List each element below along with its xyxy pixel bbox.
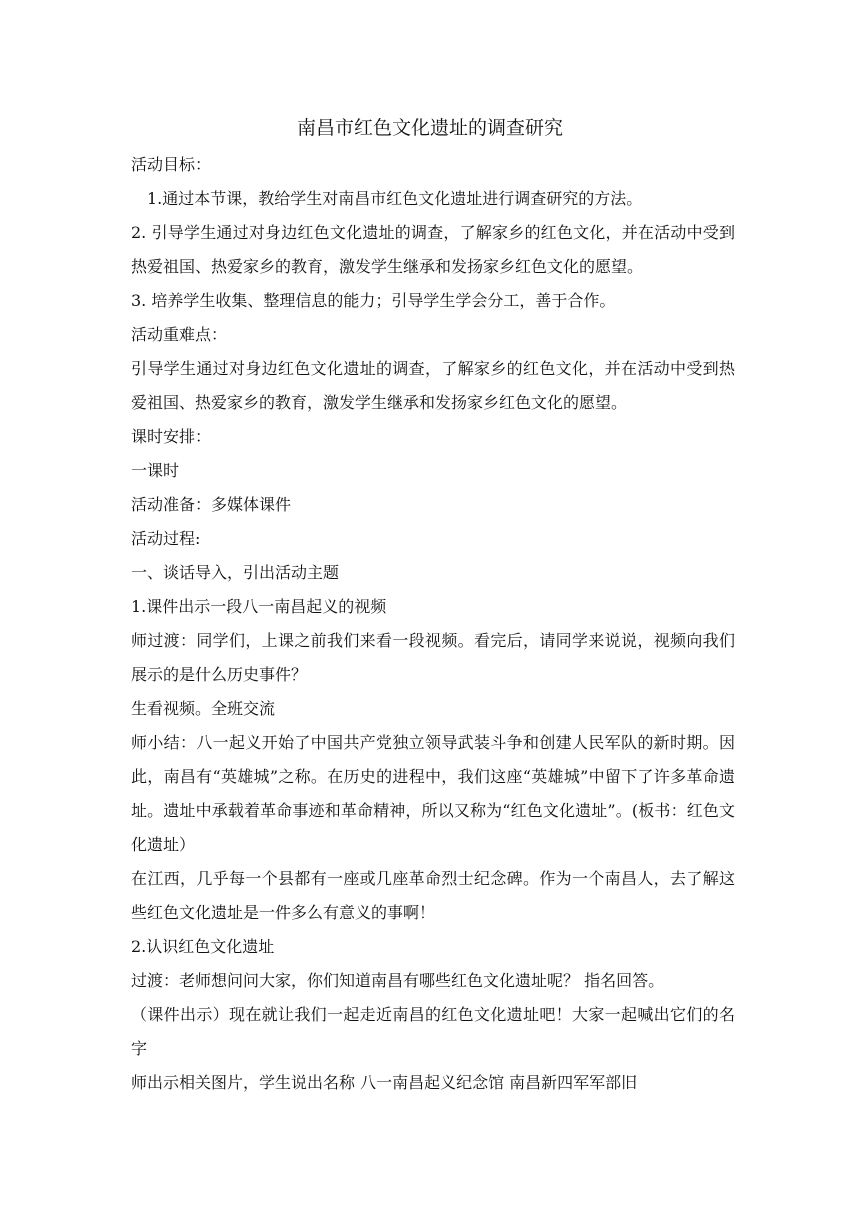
paragraph-teacher-summary: 师小结：八一起义开始了中国共产党独立领导武装斗争和创建人民军队的新时期。因此，南昌有“英雄城”之称。在历史的进程中，我们这座“英雄城”中留下了许多革命遗址。遗址中承载着革命事迹和革命精神，所以又称为“红色文化遗址”。(板书：红色文化遗址）	[131, 733, 735, 854]
paragraph-objective-1: 1.通过本节课，教给学生对南昌市红色文化遗址进行调查研究的方法。	[147, 189, 643, 208]
paragraph-teacher-transition: 师过渡：同学们，上课之前我们来看一段视频。看完后，请同学来说说，视频向我们展示的是什么历史事件？	[131, 631, 735, 684]
paragraph-transition-question: 过渡：老师想问问大家，你们知道南昌有哪些红色文化遗址呢？ 指名回答。	[131, 971, 665, 990]
paragraph-jiangxi: 在江西，几乎每一个县都有一座或几座革命烈士纪念碑。作为一个南昌人，去了解这些红色文化遗址是一件多么有意义的事啊！	[131, 869, 735, 922]
paragraph-objectives-heading: 活动目标：	[131, 155, 212, 174]
paragraph-key-points: 引导学生通过对身边红色文化遗址的调查，了解家乡的红色文化，并在活动中受到热爱祖国、热爱家乡的教育，激发学生继承和发扬家乡红色文化的愿望。	[131, 359, 735, 412]
paragraph-process-heading: 活动过程:	[131, 529, 201, 548]
paragraph-key-points-heading: 活动重难点：	[131, 325, 228, 344]
paragraph-step-2: 2.认识红色文化遗址	[131, 937, 275, 956]
paragraph-students-watch: 生看视频。全班交流	[131, 699, 276, 718]
document-body	[131, 148, 735, 1100]
paragraph-schedule: 一课时	[131, 461, 180, 480]
paragraph-schedule-heading: 课时安排：	[131, 427, 212, 446]
paragraph-preparation: 活动准备：多媒体课件	[131, 495, 292, 514]
paragraph-courseware: （课件出示）现在就让我们一起走近南昌的红色文化遗址吧！大家一起喊出它们的名字	[131, 1005, 735, 1058]
document-title: 南昌市红色文化遗址的调查研究	[296, 117, 563, 139]
paragraph-objective-2: 2. 引导学生通过对身边红色文化遗址的调查，了解家乡的红色文化，并在活动中受到热爱祖国、热爱家乡的教育，激发学生继承和发扬家乡红色文化的愿望。	[131, 223, 735, 276]
paragraph-objective-3: 3. 培养学生收集、整理信息的能力；引导学生学会分工，善于合作。	[131, 291, 616, 310]
paragraph-step-1: 1.课件出示一段八一南昌起义的视频	[131, 597, 387, 616]
paragraph-show-pictures: 师出示相关图片，学生说出名称 八一南昌起义纪念馆 南昌新四军军部旧	[131, 1073, 638, 1092]
paragraph-section-1-heading: 一、谈话导入，引出活动主题	[131, 563, 340, 582]
